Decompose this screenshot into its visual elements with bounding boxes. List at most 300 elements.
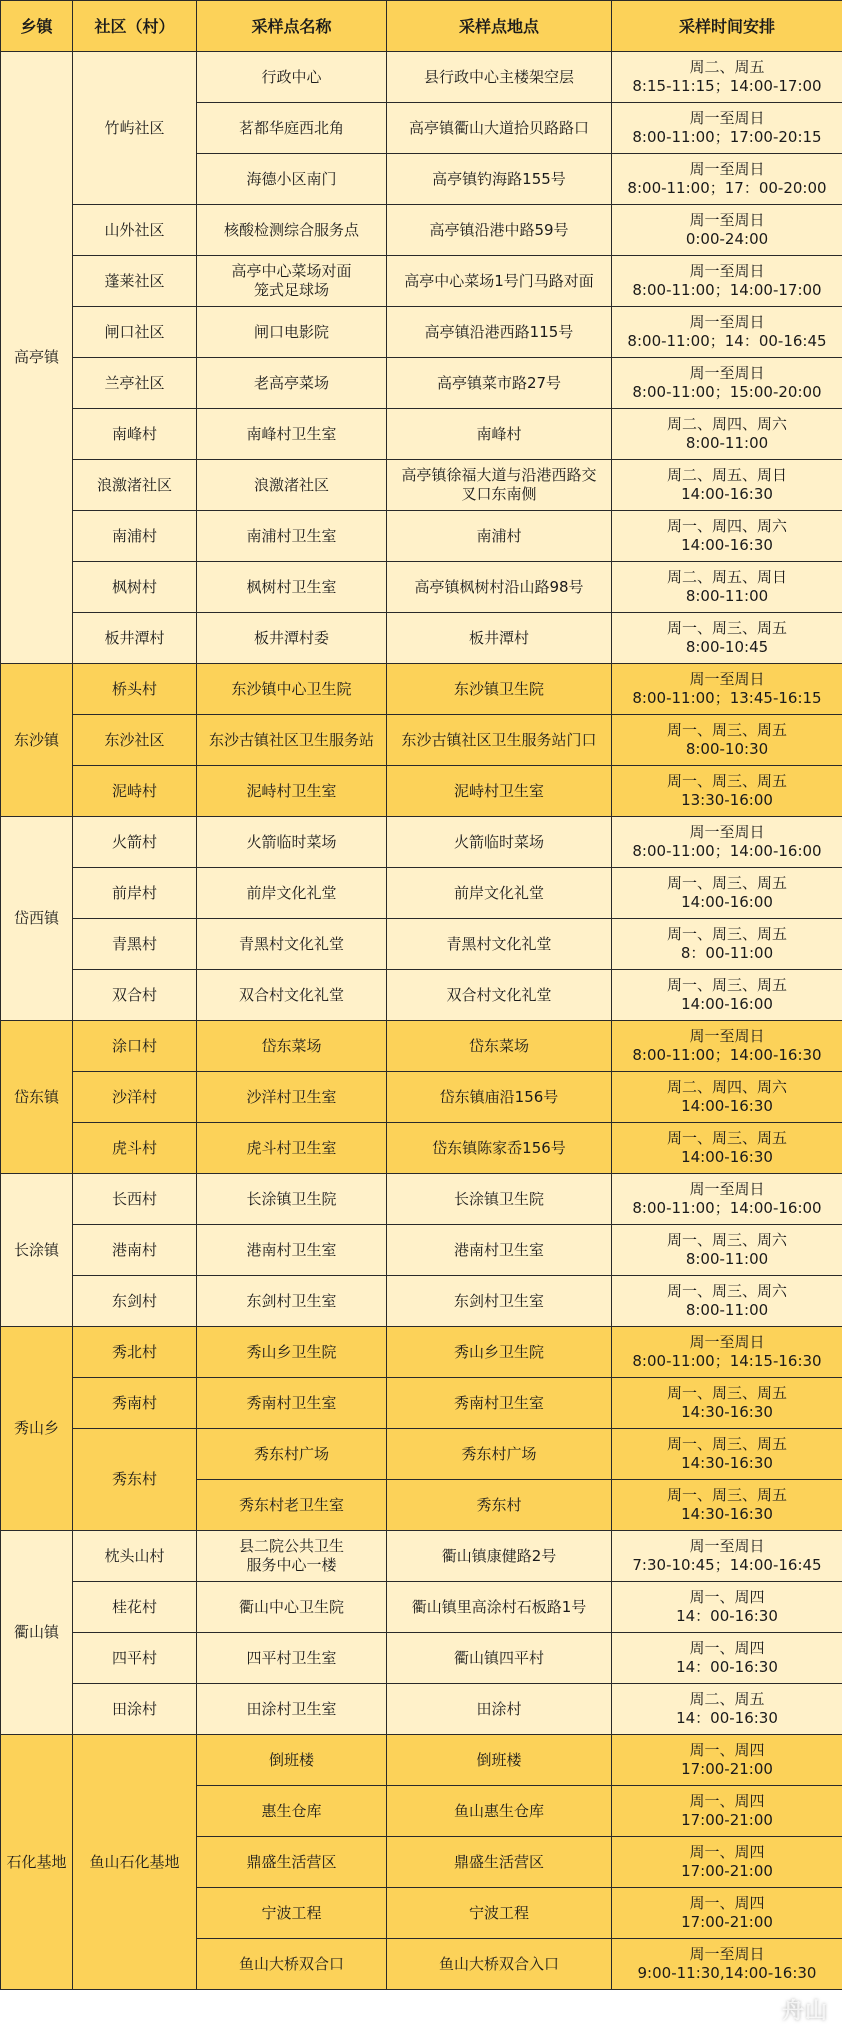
site-name-line: 倒班楼 — [268, 1750, 314, 1769]
table-row — [1, 1735, 842, 1786]
site-name-line: 岱东菜场 — [261, 1036, 322, 1055]
time-schedule-line: 8:00-11:00；14：00-16:45 — [627, 332, 827, 350]
site-name-line: 海德小区南门 — [246, 169, 337, 188]
time-schedule-line: 周一至周日 — [689, 670, 765, 688]
community-cell: 秀东村 — [73, 1429, 197, 1531]
table-row — [1, 562, 842, 613]
site-name-cell — [197, 1786, 387, 1837]
site-name-line: 服务中心一楼 — [246, 1556, 337, 1574]
site-location-cell — [387, 1633, 612, 1684]
site-location-line: 高亭镇衢山大道拾贝路路口 — [408, 118, 589, 137]
time-schedule-line: 周一、周三、周五 — [666, 1486, 787, 1504]
time-schedule-line: 周一、周三、周五 — [666, 772, 787, 790]
site-location-cell — [387, 919, 612, 970]
community-cell: 泥峙村 — [73, 766, 197, 817]
time-schedule-line: 8:00-11:00；13:45-16:15 — [632, 689, 822, 707]
town-cell: 长涂镇 — [1, 1174, 73, 1327]
time-schedule-line: 周二、周五、周日 — [666, 568, 787, 586]
time-schedule-cell — [612, 1939, 842, 1990]
site-location-line: 高亭镇菜市路27号 — [436, 373, 562, 392]
site-name-line: 东沙镇中心卫生院 — [231, 679, 352, 698]
time-schedule-line: 14:30-16:30 — [681, 1505, 773, 1523]
site-location-cell — [387, 664, 612, 715]
time-schedule-line: 周一、周三、周五 — [666, 925, 787, 943]
site-name-cell — [197, 256, 387, 307]
time-schedule-line: 周一至周日 — [689, 262, 765, 280]
site-location-line: 鱼山惠生仓库 — [453, 1801, 544, 1820]
community-cell: 桂花村 — [73, 1582, 197, 1633]
site-name-line: 秀南村卫生室 — [246, 1393, 337, 1412]
site-location-line: 东剑村卫生室 — [453, 1291, 544, 1310]
site-location-cell — [387, 1684, 612, 1735]
table-row — [1, 1684, 842, 1735]
table-row — [1, 1021, 842, 1072]
site-location-cell — [387, 1123, 612, 1174]
time-schedule-line: 8:00-11:00；17：00-20:00 — [627, 179, 827, 197]
time-schedule-cell — [612, 1378, 842, 1429]
site-location-cell — [387, 970, 612, 1021]
site-location-line: 鼎盛生活营区 — [453, 1852, 544, 1871]
site-location-cell — [387, 1072, 612, 1123]
time-schedule-line: 周二、周四、周六 — [666, 415, 787, 433]
site-location-line: 南峰村 — [476, 424, 522, 443]
table-row — [1, 919, 842, 970]
site-location-line: 高亭镇沿港中路59号 — [429, 220, 569, 239]
site-location-cell — [387, 1327, 612, 1378]
community-cell: 东沙社区 — [73, 715, 197, 766]
site-location-line: 秀山乡卫生院 — [453, 1342, 544, 1361]
time-schedule-line: 17:00-21:00 — [681, 1913, 773, 1931]
header-time-schedule: 采样时间安排 — [612, 1, 842, 52]
table-row — [1, 664, 842, 715]
site-location-line: 泥峙村卫生室 — [453, 781, 544, 800]
site-location-cell — [387, 613, 612, 664]
table-row — [1, 511, 842, 562]
time-schedule-cell — [612, 1837, 842, 1888]
time-schedule-line: 14:30-16:30 — [681, 1403, 773, 1421]
header-town: 乡镇 — [1, 1, 73, 52]
site-location-cell — [387, 1021, 612, 1072]
time-schedule-cell — [612, 358, 842, 409]
time-schedule-line: 14：00-16:30 — [676, 1709, 778, 1727]
site-location-cell — [387, 52, 612, 103]
site-name-line: 港南村卫生室 — [246, 1240, 337, 1259]
time-schedule-cell — [612, 868, 842, 919]
time-schedule-line: 9:00-11:30,14:00-16:30 — [637, 1964, 817, 1982]
site-name-line: 秀东村广场 — [253, 1444, 329, 1463]
time-schedule-cell — [612, 52, 842, 103]
time-schedule-cell — [612, 205, 842, 256]
time-schedule-line: 周一、周三、周五 — [666, 874, 787, 892]
site-location-line: 叉口东南侧 — [461, 485, 537, 503]
site-location-line: 长涂镇卫生院 — [453, 1189, 544, 1208]
site-location-cell — [387, 1378, 612, 1429]
town-cell: 秀山乡 — [1, 1327, 73, 1531]
site-name-cell — [197, 970, 387, 1021]
community-cell: 秀北村 — [73, 1327, 197, 1378]
time-schedule-cell — [612, 766, 842, 817]
community-cell: 蓬莱社区 — [73, 256, 197, 307]
community-cell: 枕头山村 — [73, 1531, 197, 1582]
time-schedule-line: 8:00-11:00；14:15-16:30 — [632, 1352, 822, 1370]
site-location-line: 板井潭村 — [468, 628, 529, 647]
time-schedule-line: 周一、周四 — [689, 1741, 765, 1759]
site-name-cell — [197, 1531, 387, 1582]
time-schedule-line: 周二、周五 — [689, 58, 765, 76]
time-schedule-line: 14:00-16:30 — [681, 536, 773, 554]
time-schedule-line: 14:00-16:00 — [681, 893, 773, 911]
site-location-line: 宁波工程 — [468, 1903, 529, 1922]
time-schedule-line: 17:00-21:00 — [681, 1811, 773, 1829]
site-name-cell — [197, 1174, 387, 1225]
time-schedule-cell — [612, 1480, 842, 1531]
time-schedule-cell — [612, 511, 842, 562]
time-schedule-cell — [612, 1684, 842, 1735]
header-site-name: 采样点名称 — [197, 1, 387, 52]
time-schedule-cell — [612, 1429, 842, 1480]
site-name-cell — [197, 562, 387, 613]
site-location-line: 双合村文化礼堂 — [446, 985, 552, 1004]
time-schedule-line: 周一、周三、周五 — [666, 1435, 787, 1453]
site-name-cell — [197, 1021, 387, 1072]
town-cell: 石化基地 — [1, 1735, 73, 1990]
time-schedule-line: 14:30-16:30 — [681, 1454, 773, 1472]
site-name-line: 笼式足球场 — [253, 281, 329, 299]
time-schedule-line: 周一、周三、周六 — [666, 1282, 787, 1300]
site-name-cell — [197, 1225, 387, 1276]
time-schedule-cell — [612, 154, 842, 205]
time-schedule-cell — [612, 1888, 842, 1939]
time-schedule-cell — [612, 613, 842, 664]
site-location-cell — [387, 154, 612, 205]
table-row — [1, 1225, 842, 1276]
site-location-line: 火箭临时菜场 — [453, 832, 544, 851]
site-name-cell — [197, 409, 387, 460]
site-name-cell — [197, 919, 387, 970]
site-name-line: 东沙古镇社区卫生服务站 — [208, 730, 374, 749]
site-location-line: 岱东镇庙沿156号 — [439, 1087, 559, 1106]
site-name-line: 四平村卫生室 — [246, 1648, 337, 1667]
table-row — [1, 1531, 842, 1582]
site-name-line: 前岸文化礼堂 — [246, 883, 337, 902]
site-name-line: 板井潭村委 — [253, 628, 329, 647]
site-location-cell — [387, 1939, 612, 1990]
time-schedule-cell — [612, 1786, 842, 1837]
site-location-line: 高亭中心菜场1号门马路对面 — [404, 271, 594, 290]
community-cell: 双合村 — [73, 970, 197, 1021]
site-name-line: 行政中心 — [261, 67, 322, 86]
site-name-line: 浪激渚社区 — [253, 475, 329, 494]
time-schedule-line: 周一至周日 — [689, 1027, 765, 1045]
site-name-cell — [197, 1735, 387, 1786]
time-schedule-line: 8:00-11:00；14:00-16:00 — [632, 842, 822, 860]
time-schedule-line: 0:00-24:00 — [685, 230, 769, 248]
site-location-line: 岱东菜场 — [468, 1036, 529, 1055]
time-schedule-cell — [612, 970, 842, 1021]
community-cell: 板井潭村 — [73, 613, 197, 664]
time-schedule-line: 8:15-11:15；14:00-17:00 — [632, 77, 822, 95]
time-schedule-line: 周一至周日 — [689, 364, 765, 382]
site-location-cell — [387, 256, 612, 307]
site-name-cell — [197, 154, 387, 205]
site-location-line: 岱东镇陈家岙156号 — [432, 1138, 566, 1157]
community-cell: 涂口村 — [73, 1021, 197, 1072]
community-cell: 竹屿社区 — [73, 52, 197, 205]
site-name-cell — [197, 766, 387, 817]
site-location-line: 南浦村 — [476, 526, 522, 545]
site-name-line: 青黑村文化礼堂 — [238, 934, 344, 953]
community-cell: 沙洋村 — [73, 1072, 197, 1123]
site-name-cell — [197, 613, 387, 664]
site-location-line: 港南村卫生室 — [453, 1240, 544, 1259]
site-name-line: 泥峙村卫生室 — [246, 781, 337, 800]
time-schedule-cell — [612, 1072, 842, 1123]
time-schedule-line: 周一至周日 — [689, 823, 765, 841]
time-schedule-cell — [612, 562, 842, 613]
site-location-cell — [387, 307, 612, 358]
time-schedule-line: 8:00-11:00 — [685, 1301, 769, 1319]
time-schedule-line: 8：00-11:00 — [680, 944, 774, 962]
town-cell: 高亭镇 — [1, 52, 73, 664]
community-cell: 鱼山石化基地 — [73, 1735, 197, 1990]
time-schedule-line: 14:00-16:30 — [681, 1097, 773, 1115]
time-schedule-line: 13:30-16:00 — [681, 791, 773, 809]
site-name-line: 火箭临时菜场 — [246, 832, 337, 851]
site-location-cell — [387, 1582, 612, 1633]
time-schedule-line: 周一至周日 — [689, 1537, 765, 1555]
site-location-line: 东沙古镇社区卫生服务站门口 — [401, 730, 597, 749]
community-cell: 长西村 — [73, 1174, 197, 1225]
site-name-line: 衢山中心卫生院 — [238, 1597, 344, 1616]
time-schedule-line: 8:00-11:00 — [685, 587, 769, 605]
table-row — [1, 817, 842, 868]
table-row — [1, 1633, 842, 1684]
time-schedule-line: 周一、周三、周五 — [666, 721, 787, 739]
site-name-cell — [197, 103, 387, 154]
time-schedule-cell — [612, 715, 842, 766]
site-name-cell — [197, 52, 387, 103]
community-cell: 东剑村 — [73, 1276, 197, 1327]
time-schedule-line: 周二、周五 — [689, 1690, 765, 1708]
time-schedule-cell — [612, 1174, 842, 1225]
site-location-cell — [387, 358, 612, 409]
community-cell: 青黑村 — [73, 919, 197, 970]
site-location-cell — [387, 460, 612, 511]
site-location-line: 青黑村文化礼堂 — [446, 934, 552, 953]
time-schedule-line: 周一、周三、周五 — [666, 1384, 787, 1402]
site-name-cell — [197, 1123, 387, 1174]
time-schedule-line: 周二、周四、周六 — [666, 1078, 787, 1096]
time-schedule-line: 14：00-16:30 — [676, 1658, 778, 1676]
site-name-cell — [197, 1327, 387, 1378]
site-name-cell — [197, 1582, 387, 1633]
community-cell: 浪激渚社区 — [73, 460, 197, 511]
site-name-cell — [197, 1633, 387, 1684]
community-cell: 闸口社区 — [73, 307, 197, 358]
site-name-line: 茗都华庭西北角 — [238, 118, 344, 137]
town-cell: 岱东镇 — [1, 1021, 73, 1174]
time-schedule-cell — [612, 1327, 842, 1378]
time-schedule-cell — [612, 460, 842, 511]
table-row — [1, 205, 842, 256]
time-schedule-cell — [612, 1735, 842, 1786]
site-location-line: 高亭镇徐福大道与沿港西路交 — [401, 466, 597, 484]
time-schedule-line: 周一、周四 — [689, 1894, 765, 1912]
time-schedule-line: 周二、周五、周日 — [666, 466, 787, 484]
site-name-cell — [197, 817, 387, 868]
community-cell: 四平村 — [73, 1633, 197, 1684]
town-cell: 东沙镇 — [1, 664, 73, 817]
site-name-cell — [197, 358, 387, 409]
site-location-line: 秀东村广场 — [461, 1444, 537, 1463]
community-cell: 南峰村 — [73, 409, 197, 460]
site-location-cell — [387, 562, 612, 613]
site-location-cell — [387, 868, 612, 919]
table-row — [1, 1582, 842, 1633]
header-community: 社区（村） — [73, 1, 197, 52]
site-name-line: 沙洋村卫生室 — [246, 1087, 337, 1106]
time-schedule-cell — [612, 1123, 842, 1174]
time-schedule-line: 8:00-11:00；14:00-16:30 — [632, 1046, 822, 1064]
table-row — [1, 256, 842, 307]
site-name-cell — [197, 1072, 387, 1123]
site-location-cell — [387, 1837, 612, 1888]
community-cell: 兰亭社区 — [73, 358, 197, 409]
site-name-line: 枫树村卫生室 — [246, 577, 337, 596]
site-location-cell — [387, 1531, 612, 1582]
time-schedule-cell — [612, 1582, 842, 1633]
community-cell: 秀南村 — [73, 1378, 197, 1429]
site-name-line: 南浦村卫生室 — [246, 526, 337, 545]
table-row — [1, 1123, 842, 1174]
town-cell: 衢山镇 — [1, 1531, 73, 1735]
table-row — [1, 1378, 842, 1429]
time-schedule-line: 周一至周日 — [689, 211, 765, 229]
site-name-cell — [197, 460, 387, 511]
time-schedule-line: 8:00-11:00 — [685, 434, 769, 452]
time-schedule-cell — [612, 103, 842, 154]
site-location-cell — [387, 1480, 612, 1531]
site-location-line: 鱼山大桥双合入口 — [438, 1954, 559, 1973]
time-schedule-cell — [612, 256, 842, 307]
site-location-line: 县行政中心主楼架空层 — [423, 67, 574, 86]
time-schedule-line: 周一、周四、周六 — [666, 517, 787, 535]
time-schedule-line: 7:30-10:45；14:00-16:45 — [632, 1556, 822, 1574]
time-schedule-line: 周一至周日 — [689, 1945, 765, 1963]
site-name-line: 双合村文化礼堂 — [238, 985, 344, 1004]
table-row — [1, 409, 842, 460]
site-location-line: 高亭镇沿港西路115号 — [424, 322, 574, 341]
table-row — [1, 358, 842, 409]
site-name-cell — [197, 205, 387, 256]
time-schedule-line: 14:00-16:00 — [681, 995, 773, 1013]
site-name-line: 田涂村卫生室 — [246, 1699, 337, 1718]
site-name-line: 东剑村卫生室 — [246, 1291, 337, 1310]
time-schedule-line: 8:00-10:30 — [685, 740, 769, 758]
table-row — [1, 970, 842, 1021]
site-name-line: 惠生仓库 — [261, 1801, 322, 1820]
time-schedule-line: 周一至周日 — [689, 1333, 765, 1351]
time-schedule-line: 周一至周日 — [689, 160, 765, 178]
site-location-line: 秀南村卫生室 — [453, 1393, 544, 1412]
time-schedule-line: 周一、周四 — [689, 1588, 765, 1606]
header-site-location: 采样点地点 — [387, 1, 612, 52]
table-row — [1, 613, 842, 664]
site-location-cell — [387, 766, 612, 817]
site-name-cell — [197, 511, 387, 562]
time-schedule-cell — [612, 1021, 842, 1072]
site-name-cell — [197, 868, 387, 919]
table-row — [1, 1429, 842, 1480]
time-schedule-line: 周一、周三、周六 — [666, 1231, 787, 1249]
table-row — [1, 1174, 842, 1225]
time-schedule-line: 周一、周三、周五 — [666, 976, 787, 994]
time-schedule-line: 周一至周日 — [689, 313, 765, 331]
time-schedule-cell — [612, 1531, 842, 1582]
time-schedule-cell — [612, 919, 842, 970]
site-location-cell — [387, 1174, 612, 1225]
community-cell: 前岸村 — [73, 868, 197, 919]
site-name-line: 鼎盛生活营区 — [246, 1852, 337, 1871]
site-location-cell — [387, 1735, 612, 1786]
community-cell: 南浦村 — [73, 511, 197, 562]
table-row — [1, 715, 842, 766]
site-name-cell — [197, 1378, 387, 1429]
site-location-cell — [387, 1225, 612, 1276]
community-cell: 田涂村 — [73, 1684, 197, 1735]
time-schedule-cell — [612, 409, 842, 460]
site-location-cell — [387, 1786, 612, 1837]
table-row — [1, 52, 842, 103]
time-schedule-line: 8:00-11:00；17:00-20:15 — [632, 128, 822, 146]
table-row — [1, 1276, 842, 1327]
site-name-cell — [197, 715, 387, 766]
site-name-line: 老高亭菜场 — [253, 373, 329, 392]
time-schedule-line: 14：00-16:30 — [676, 1607, 778, 1625]
table-row — [1, 460, 842, 511]
time-schedule-cell — [612, 1225, 842, 1276]
town-cell: 岱西镇 — [1, 817, 73, 1021]
time-schedule-line: 周一、周四 — [689, 1792, 765, 1810]
site-location-line: 秀东村 — [476, 1495, 522, 1514]
table-row — [1, 766, 842, 817]
site-location-cell — [387, 205, 612, 256]
site-name-line: 长涂镇卫生院 — [246, 1189, 337, 1208]
site-name-line: 核酸检测综合服务点 — [223, 220, 359, 239]
site-location-cell — [387, 409, 612, 460]
time-schedule-line: 17:00-21:00 — [681, 1760, 773, 1778]
time-schedule-cell — [612, 664, 842, 715]
time-schedule-line: 8:00-11:00；14:00-16:00 — [632, 1199, 822, 1217]
time-schedule-line: 周一、周四 — [689, 1843, 765, 1861]
site-location-line: 田涂村 — [476, 1699, 522, 1718]
table-row — [1, 1327, 842, 1378]
site-name-cell — [197, 1684, 387, 1735]
header-row — [1, 1, 842, 52]
time-schedule-line: 14:00-16:30 — [681, 485, 773, 503]
site-name-line: 秀东村老卫生室 — [238, 1495, 344, 1514]
site-location-cell — [387, 1429, 612, 1480]
community-cell: 火箭村 — [73, 817, 197, 868]
time-schedule-line: 17:00-21:00 — [681, 1862, 773, 1880]
community-cell: 虎斗村 — [73, 1123, 197, 1174]
site-name-line: 高亭中心菜场对面 — [231, 262, 352, 280]
time-schedule-line: 8:00-10:45 — [685, 638, 769, 656]
site-name-line: 秀山乡卫生院 — [246, 1342, 337, 1361]
site-name-line: 鱼山大桥双合口 — [238, 1954, 344, 1973]
site-name-line: 县二院公共卫生 — [238, 1537, 344, 1555]
site-location-cell — [387, 511, 612, 562]
